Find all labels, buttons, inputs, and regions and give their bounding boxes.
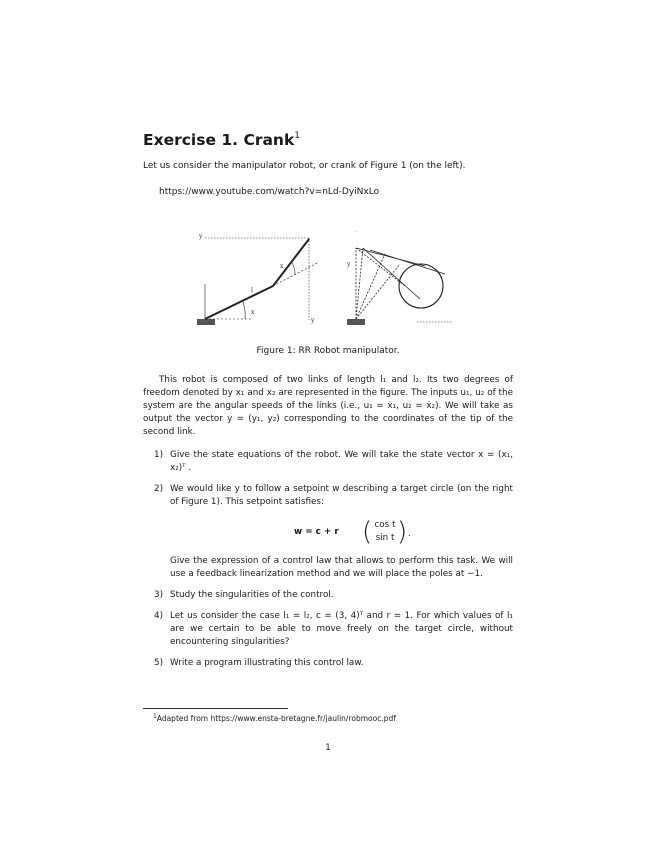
svg-text:y: y xyxy=(311,317,315,324)
vector-bottom: sin t xyxy=(375,533,395,543)
item-number: 2) xyxy=(154,484,164,494)
list-item xyxy=(143,589,513,602)
footnote-mark: 1 xyxy=(153,713,157,720)
svg-text:y: y xyxy=(199,233,203,240)
video-link[interactable]: https://www.youtube.com/watch?v=nLd-DyiNxLo xyxy=(159,187,380,197)
svg-text:x: x xyxy=(251,309,255,316)
list-item xyxy=(143,449,513,475)
left-base xyxy=(197,319,215,325)
list-item xyxy=(143,657,513,670)
footnote-marker: 1 xyxy=(294,131,301,141)
link-2 xyxy=(273,239,309,286)
figure-caption: Figure 1: RR Robot manipulator. xyxy=(256,346,400,356)
vector-top: cos t xyxy=(374,520,396,530)
footnote xyxy=(153,713,396,723)
list-item xyxy=(143,610,513,649)
description-paragraph: This robot is composed of two links of length l₁ and l₂. Its two degrees of freedom denoted by x₁ and x₂ are represented in the figure. The inputs u₁, u₂ of the system are the angular speeds of the links (i.e., u₁ = ẋ₁, u₂ = ẋ₂). We will take as output the vector y = (y₁, y₂) corresponding to the coordinates of the tip of the second link. xyxy=(143,375,513,437)
exercise-title: Exercise 1. Crank$^1$ xyxy=(143,131,301,149)
item-number: 1) xyxy=(154,450,164,460)
item-text: Give the state equations of the robot. We will take the state vector x = (x₁, x₂)ᵀ . xyxy=(170,450,513,473)
item-text: Let us consider the case l₁ = l₂, c = (3, 4)ᵀ and r = 1. For which values of l₁ are we certain to be able to move freely on the target circle, without encountering singularities? xyxy=(170,611,513,647)
footnote-text: Adapted from https://www.ensta-bretagne.fr/jaulin/robmooc.pdf xyxy=(156,714,396,723)
equation-vector xyxy=(373,519,397,545)
right-manipulator-drawing xyxy=(346,228,453,325)
item-number: 3) xyxy=(154,590,164,600)
link-1 xyxy=(205,286,273,319)
item-number: 5) xyxy=(154,658,164,668)
item-text: We would like y to follow a setpoint w describing a target circle (on the right of Figure 1). This setpoint satisfies: xyxy=(170,484,513,507)
list-item xyxy=(143,483,513,581)
item-text: Write a program illustrating this control law. xyxy=(170,658,364,668)
robot-figure xyxy=(195,224,463,334)
footnote-rule xyxy=(143,708,288,709)
page-number: 1 xyxy=(325,743,331,753)
svg-text:l: l xyxy=(251,287,253,294)
intro-text: Let us consider the manipulator robot, or crank of Figure 1 (on the left). xyxy=(143,161,466,171)
svg-text:x: x xyxy=(280,263,284,270)
svg-text:.: . xyxy=(355,228,357,234)
svg-text:y: y xyxy=(347,261,351,268)
item-number: 4) xyxy=(154,611,164,621)
left-manipulator-drawing xyxy=(197,233,319,325)
question-list xyxy=(143,449,513,678)
item-text-after: Give the expression of a control law that allows to perform this task. We will use a feedback linearization method and we will place the poles at −1. xyxy=(170,556,513,579)
item-text: Study the singularities of the control. xyxy=(170,590,334,600)
setpoint-equation: w = c + r ( cos t sin t ) . xyxy=(294,517,411,547)
equation-end: . xyxy=(408,529,411,539)
right-base xyxy=(347,319,365,325)
equation-lhs: w = c + r xyxy=(294,527,339,537)
